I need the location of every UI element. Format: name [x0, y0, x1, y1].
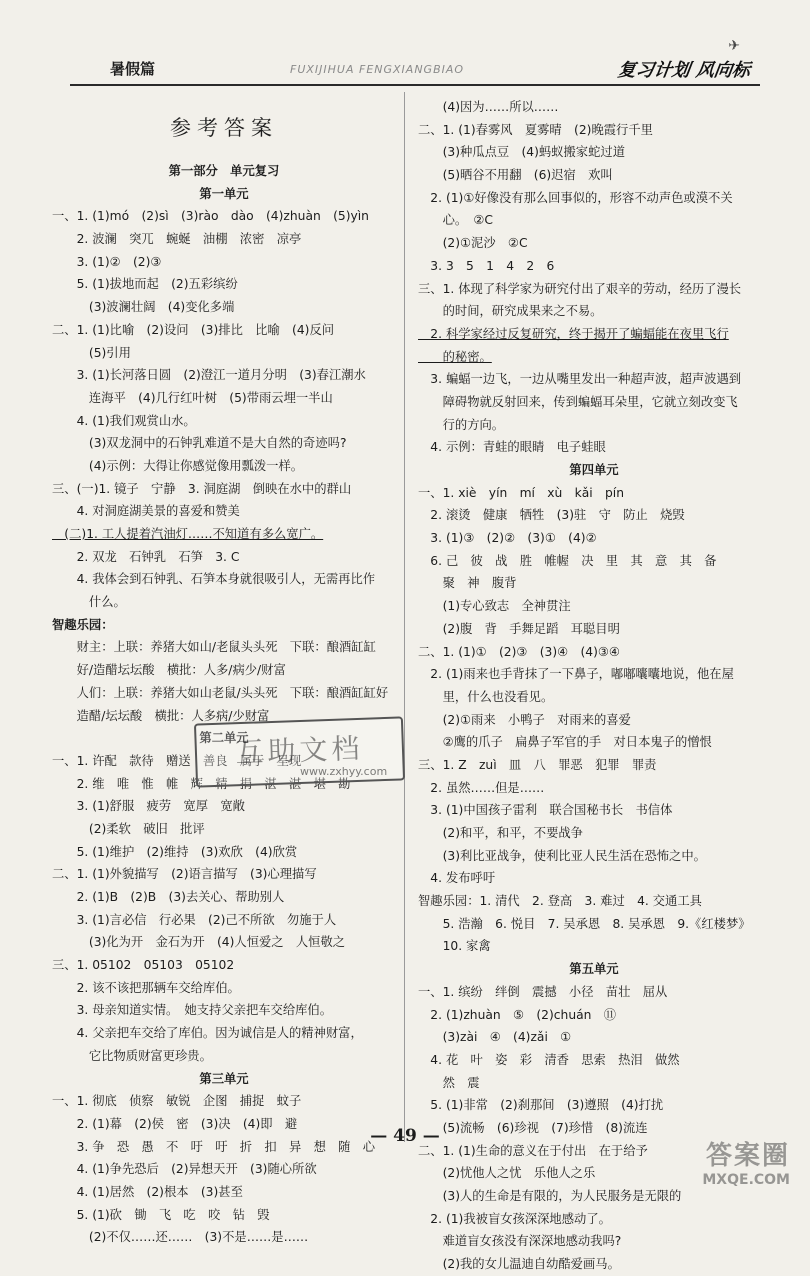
answer-line: (2)我的女儿温迪自幼酷爱画马。	[418, 1257, 620, 1272]
answer-line: 5. (1)非常 (2)刹那间 (3)遵照 (4)打扰	[418, 1098, 664, 1113]
section-heading: 第一部分 单元复习	[168, 164, 280, 178]
answer-line: 4. 父亲把车交给了库伯。因为诚信是人的精神财富，	[52, 1026, 363, 1041]
answer-line: 3. (1)舒服 疲劳 宽厚 宽敞	[52, 799, 245, 814]
answer-line: 6. 己 彼 战 胜 帷幄 决 里 其 意 其 备	[418, 553, 717, 568]
answer-line: 4. (1)争先恐后 (2)异想天开 (3)随心所欲	[52, 1162, 317, 1177]
answer-line: 一、1. 许配 款待 赠送 善良 属于 呈现	[52, 753, 302, 768]
answer-line: 3. 母亲知道实情。 她支持父亲把车交给库伯。	[52, 1003, 333, 1018]
answer-line: 人们：上联：养猪大如山老鼠/头头死 下联：酿酒缸缸好	[52, 685, 389, 700]
answer-line: (3)zài ④ (4)zǎi ①	[418, 1030, 572, 1045]
answer-line: 2. (1)B (2)B (3)去关心、帮助别人	[52, 890, 285, 904]
answer-line: 2. 双龙 石钟乳 石笋 3. C	[52, 549, 240, 564]
answer-line: 5. (1)砍 锄 飞 吃 咬 钻 毁	[52, 1207, 270, 1222]
answer-line: 障碍物就反射回来，传到蝙蝠耳朵里，它就立刻改变飞	[418, 394, 738, 409]
answer-line: 3. 蝙蝠一边飞，一边从嘴里发出一种超声波，超声波遇到	[418, 372, 742, 387]
header-logo: 复习计划 风向标	[616, 60, 752, 81]
header-section-label: 暑假篇	[110, 60, 156, 78]
answer-line: (3)种瓜点豆 (4)蚂蚁搬家蛇过道	[418, 145, 625, 160]
answer-line: (4)示例：大得让你感觉像用瓢泼一样。	[52, 458, 304, 473]
answer-line: (2)忧他人之忧 乐他人之乐	[418, 1166, 596, 1181]
answer-line: 2. (1)zhuàn ⑤ (2)chuán ⑪	[418, 1007, 617, 1022]
answer-line: (2)柔软 破旧 批评	[52, 821, 205, 836]
watermark-url: www.zxhyy.com	[300, 765, 388, 778]
answer-line: 心。 ②C	[418, 213, 493, 228]
answer-line: 10. 家禽	[418, 939, 491, 954]
answer-line: 智趣乐园：	[52, 617, 114, 632]
section-heading: 第二单元	[199, 731, 249, 746]
section-heading: 第一单元	[199, 186, 249, 201]
answer-line: ②鹰的爪子 扁鼻子军官的手 对日本鬼子的憎恨	[418, 735, 712, 750]
answer-line: (5)引用	[52, 345, 131, 360]
answer-line: 2. (1)我被盲女孩深深地感动了。	[418, 1211, 611, 1226]
answer-line: 2. 波澜 突兀 蜿蜒 油棚 浓密 凉亭	[52, 232, 302, 247]
answer-line: 3. 争 恐 愚 不 吁 吁 折 扣 异 想 随 心	[52, 1139, 376, 1154]
answer-line: (2)不仅……还…… (3)不是……是……	[52, 1230, 309, 1245]
answer-line: (3)双龙洞中的石钟乳难道不是大自然的奇迹吗?	[52, 436, 347, 451]
answer-line: 2. (1)雨来也手背抹了一下鼻子，嘟嘟囔囔地说，他在屋	[418, 667, 734, 682]
answer-line: (3)化为开 金石为开 (4)人恒爱之 人恒敬之	[52, 935, 346, 950]
corner-logo	[660, 1135, 790, 1188]
answer-line: 什么。	[52, 595, 126, 610]
answer-line: 连海平 (4)几行红叶树 (5)带雨云埋一半山	[52, 390, 333, 405]
right-column	[418, 96, 770, 1276]
answer-line: 2. 科学家经过反复研究，终于揭开了蝙蝠能在夜里飞行	[418, 326, 729, 341]
corner-logo-title: 答案圈	[705, 1141, 790, 1171]
answer-line: 三、1. 体现了科学家为研究付出了艰辛的劳动，经历了漫长	[418, 281, 742, 296]
answer-line: 二、1. (1)生命的意义在于付出 在于给予	[418, 1143, 648, 1158]
answer-line: 2. (1)①好像没有那么回事似的，形容不动声色或漠不关	[418, 190, 733, 205]
answer-line: (3)利比亚战争，使利比亚人民生活在恐怖之中。	[418, 848, 706, 863]
answer-line: 3. (1)② (2)③	[52, 254, 162, 269]
answer-line: 4. (1)居然 (2)根本 (3)甚至	[52, 1184, 243, 1199]
answer-line: (2)①泥沙 ②C	[418, 236, 528, 251]
answer-line: 一、1. 彻底 侦察 敏锐 企图 捕捉 蚊子	[52, 1094, 302, 1109]
answer-line: 里，什么也没看见。	[418, 689, 554, 704]
answer-line: 一、1. xiè yín mí xù kǎi pín	[418, 485, 625, 500]
answer-line: 5. 浩瀚 6. 悦目 7. 吴承恩 8. 吴承恩 9.《红楼梦》	[418, 916, 751, 931]
answer-line: 4. 我体会到石钟乳、石笋本身就很吸引人，无需再比作	[52, 572, 376, 587]
answer-line: 4. 发布呼吁	[418, 871, 496, 886]
answer-line: 二、1. (1)春雾风 夏雾晴 (2)晚霞行千里	[418, 122, 653, 137]
answer-line: 财主：上联：养猪大如山/老鼠头头死 下联：酿酒缸缸	[52, 640, 376, 655]
page-number: — 49 —	[370, 1126, 440, 1146]
answer-line: 4. 对洞庭湖美景的喜爱和赞美	[52, 504, 240, 519]
answer-line: 三、1. 05102 05103 05102	[52, 958, 235, 973]
section-heading: 第四单元	[569, 463, 619, 477]
section-heading: 第五单元	[569, 962, 619, 977]
answer-line: 3. (1)言必信 行必果 (2)己不所欲 勿施于人	[52, 912, 337, 927]
answer-line: 一、1. (1)mó (2)sì (3)rào dào (4)zhuàn (5)yìn	[52, 209, 369, 224]
answer-line: 好/造醋坛坛酸 横批：人多/病少/财富	[52, 663, 286, 678]
answer-line: (2)①雨来 小鸭子 对雨来的喜爱	[418, 712, 631, 727]
answer-line: 3. (1)长河落日圆 (2)澄江一道月分明 (3)春江潮水	[52, 368, 366, 383]
answer-line: (3)波澜壮阔 (4)变化多端	[52, 300, 235, 315]
answer-line: 2. 维 唯 惟 帷 辉 精 捐 湛 湛 堪 勘	[52, 776, 351, 791]
corner-logo-url: MXQE.COM	[702, 1172, 790, 1188]
page-header	[70, 38, 760, 86]
answer-line: (3)人的生命是有限的，为人民服务是无限的	[418, 1189, 682, 1203]
answer-line: 聚 神 腹背	[418, 576, 517, 591]
answer-line: 3. 3 5 1 4 2 6	[418, 258, 555, 273]
answer-line: 三、1. Z zuì 皿 八 罪恶 犯罪 罪责	[418, 757, 657, 772]
answer-line: (2)腹 背 手舞足蹈 耳聪目明	[418, 621, 620, 636]
answer-line: 2. 滚烫 健康 牺牲 (3)驻 守 防止 烧毁	[418, 508, 685, 523]
answer-line: 的秘密。	[418, 349, 492, 364]
answer-line: 二、1. (1)比喻 (2)设问 (3)排比 比喻 (4)反问	[52, 322, 335, 337]
answer-line: 然 震	[418, 1075, 480, 1090]
section-heading: 参考答案	[170, 116, 278, 140]
answer-line: 难道盲女孩没有深深地感动我吗?	[418, 1234, 622, 1249]
answer-line: 二、1. (1)外貌描写 (2)语言描写 (3)心理描写	[52, 867, 317, 882]
answer-line: 行的方向。	[418, 417, 505, 432]
answer-line: 2. 虽然……但是……	[418, 780, 545, 795]
answer-line: (1)专心致志 全神贯注	[418, 599, 571, 614]
answer-line: 4. 示例：青蛙的眼睛 电子蛙眼	[418, 440, 606, 455]
left-column	[52, 96, 396, 1249]
bird-icon: ✈	[728, 38, 740, 54]
answer-line: 一、1. 缤纷 绊倒 震撼 小径 苗壮 屈从	[418, 984, 668, 999]
answer-line: (二)1. 工人提着汽油灯……不知道有多么宽广。	[52, 527, 324, 541]
column-divider	[404, 92, 405, 1142]
answer-line: (5)流畅 (6)珍视 (7)珍惜 (8)流连	[418, 1120, 648, 1135]
header-pinyin: FUXIJIHUA FENGXIANGBIAO	[290, 63, 465, 76]
answer-line: 智趣乐园：1. 清代 2. 登高 3. 难过 4. 交通工具	[418, 894, 702, 909]
answer-line: 造醋/坛坛酸 横批：人多病/少财富	[52, 708, 270, 723]
answer-line: 5. (1)拔地而起 (2)五彩缤纷	[52, 277, 238, 292]
answer-line: (5)晒谷不用翻 (6)迟宿 欢叫	[418, 168, 613, 183]
answer-line: 二、1. (1)① (2)③ (3)④ (4)③④	[418, 644, 620, 659]
answer-line: 5. (1)维护 (2)维持 (3)欢欣 (4)欣赏	[52, 844, 298, 859]
answer-line: 2. 该不该把那辆车交给库伯。	[52, 980, 240, 995]
answer-line: 3. (1)中国孩子雷利 联合国秘书长 书信体	[418, 803, 673, 818]
answer-line: (4)因为……所以……	[418, 100, 559, 114]
section-heading: 第三单元	[199, 1071, 249, 1086]
answer-line: 3. (1)③ (2)② (3)① (4)②	[418, 531, 597, 546]
answer-line: 2. (1)幕 (2)侯 密 (3)决 (4)即 避	[52, 1116, 298, 1131]
answer-line: 它比物质财富更珍贵。	[52, 1048, 212, 1063]
answer-line: 的时间，研究成果来之不易。	[418, 304, 603, 319]
answer-line: 三、(一)1. 镜子 宁静 3. 洞庭湖 倒映在水中的群山	[52, 481, 352, 496]
answer-line: 4. 花 叶 姿 彩 清香 思索 热泪 做然	[418, 1052, 680, 1067]
answer-line: 4. (1)我们观赏山水。	[52, 413, 196, 428]
watermark-stamp: 互助文档	[194, 716, 405, 787]
answer-line: (2)和平，和平，不要战争	[418, 826, 583, 840]
